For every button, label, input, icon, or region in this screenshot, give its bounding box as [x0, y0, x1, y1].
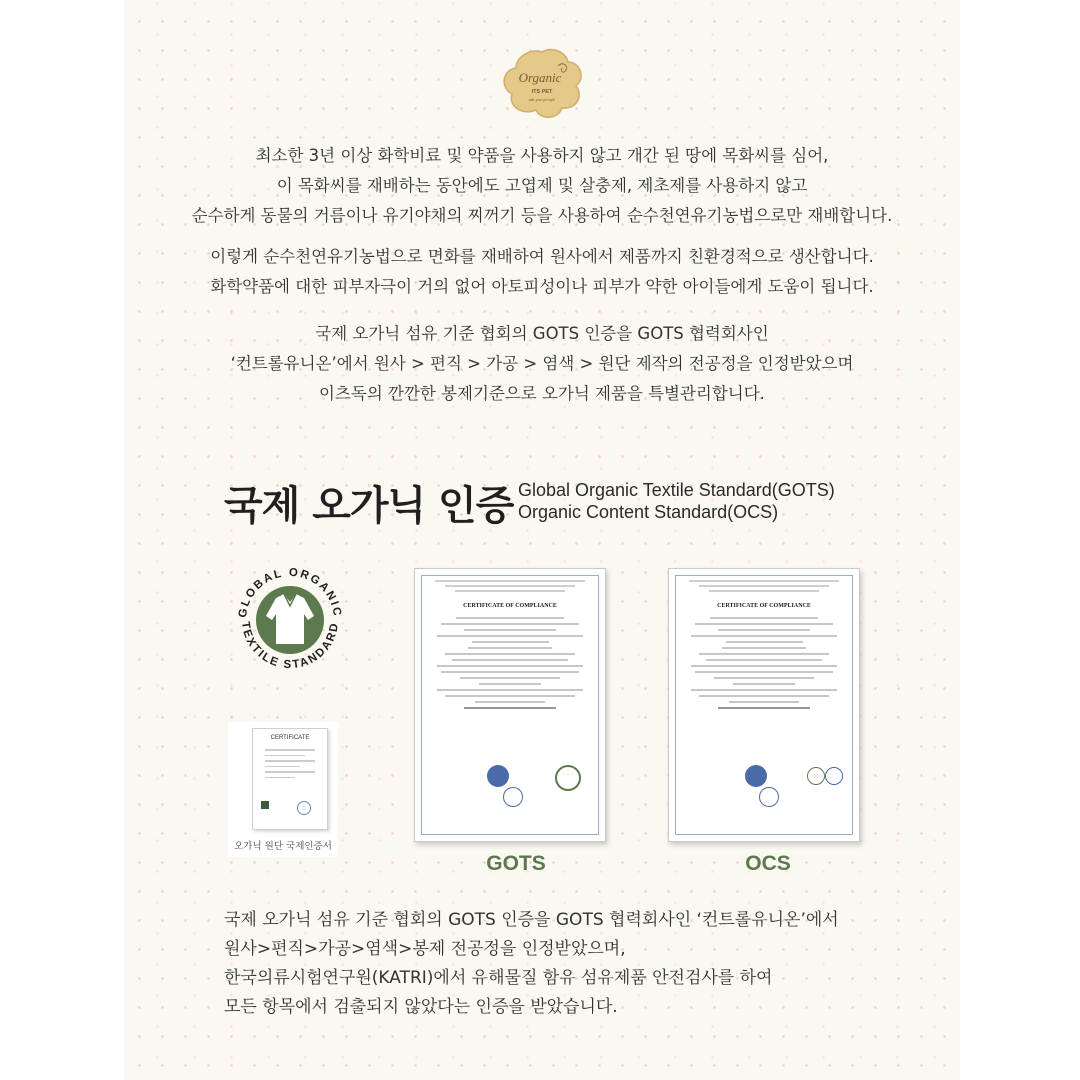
intro-line: ‘컨트롤유니온’에서 원사 > 편직 > 가공 > 염색 > 원단 제작의 전공정을 인정받았으며: [230, 354, 854, 373]
certificate-header-lines: [679, 577, 849, 595]
certificate-header-lines: [425, 577, 595, 595]
logo-sub: ITS PET: [531, 89, 553, 95]
gots-badge-icon: [228, 558, 352, 682]
gots-certificate-title: CERTIFICATE OF COMPLIANCE: [463, 603, 557, 609]
intro-line: 이 목화씨를 재배하는 동안에도 고엽제 및 살충제, 제초제를 사용하지 않고: [276, 176, 808, 195]
bottom-line: 모든 항목에서 검출되지 않았다는 인증을 받았습니다.: [224, 997, 618, 1017]
badge-text-top: GLOBAL ORGANIC: [236, 566, 344, 619]
section-title: 국제 오가닉 인증: [224, 483, 514, 529]
intro-paragraph-2: [124, 242, 960, 302]
section-subtitle: [518, 479, 835, 523]
certificate-body-lines: [433, 617, 587, 713]
certificate-seals: [435, 765, 585, 805]
small-certificate-thumbnail: [228, 722, 338, 857]
gots-certificate-document: [414, 568, 606, 842]
intro-line: 최소한 3년 이상 화학비료 및 약품을 사용하지 않고 개간 된 땅에 목화씨를 심어,: [255, 146, 829, 165]
intro-line: 이츠독의 깐깐한 봉제기준으로 오가닉 제품을 특별관리합니다.: [319, 384, 765, 403]
bottom-line: 원사>편직>가공>염색>봉제 전공정을 인정받았으며,: [224, 939, 626, 959]
gots-label: GOTS: [486, 852, 546, 875]
organic-its-pet-logo: [500, 48, 584, 120]
ocs-certificate-document: [668, 568, 860, 842]
intro-paragraph-3: [124, 319, 960, 409]
bottom-line: 국제 오가닉 섬유 기준 협회의 GOTS 인증을 GOTS 협력회사인 ‘컨트롤유니온’에서: [224, 910, 839, 930]
certificate-frame: [252, 728, 328, 830]
certificate-heading: CERTIFICATE: [270, 735, 310, 741]
small-certificate-caption: 오가닉 원단 국제인증서: [234, 841, 332, 852]
intro-line: 국제 오가닉 섬유 기준 협회의 GOTS 인증을 GOTS 협력회사인: [315, 324, 769, 343]
intro-paragraph-1: [124, 141, 960, 231]
certificate-body-lines: [687, 617, 841, 713]
bottom-line: 한국의류시험연구원(KATRI)에서 유해물질 함유 섬유제품 안전검사를 하여: [224, 968, 773, 988]
ocs-full-name: Organic Content Standard(OCS): [518, 502, 779, 522]
ocs-certificate-title: CERTIFICATE OF COMPLIANCE: [717, 603, 811, 609]
gots-full-name: Global Organic Textile Standard(GOTS): [518, 480, 835, 500]
logo-tagline: take your pet style: [528, 98, 556, 102]
intro-line: 이렇게 순수천연유기농법으로 면화를 재배하여 원사에서 제품까지 친환경적으로 생산합니다.: [210, 247, 874, 266]
logo-text: Organic: [518, 70, 562, 85]
bottom-paragraph: [224, 906, 924, 1022]
intro-line: 화학약품에 대한 피부자극이 거의 없어 아토피성이나 피부가 약한 아이들에게 도움이 됩니다.: [210, 277, 874, 296]
ocs-label: OCS: [745, 852, 791, 875]
certificate-seals: [689, 765, 839, 805]
badge-text-bottom: TEXTILE STANDARD: [238, 620, 342, 672]
intro-line: 순수하게 동물의 거름이나 유기야채의 찌꺼기 등을 사용하여 순수천연유기농법으로만 재배합니다.: [191, 206, 893, 225]
